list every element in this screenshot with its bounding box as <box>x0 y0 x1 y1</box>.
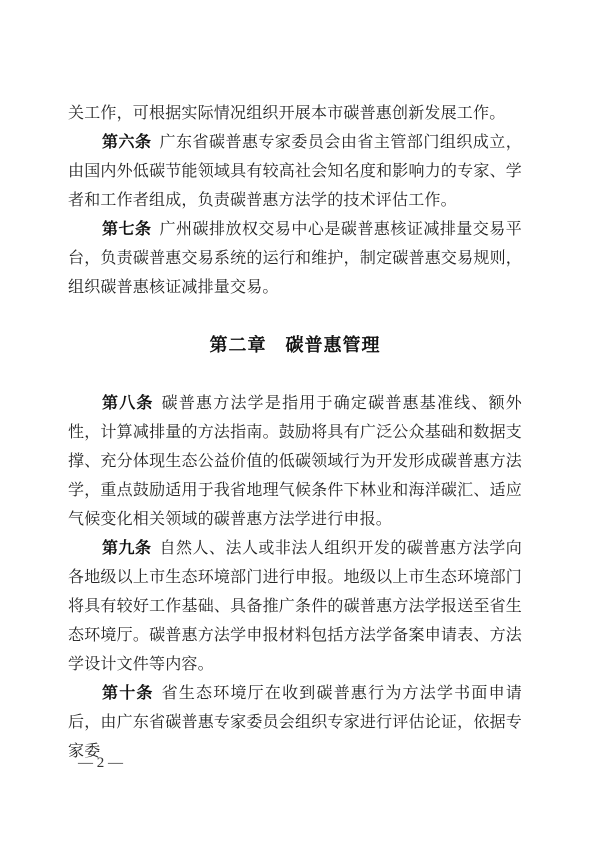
article-10-text: 省生态环境厅在收到碳普惠行为方法学书面申请后，由广东省碳普惠专家委员会组织专家进行评估论证，依据专家委 <box>68 685 522 760</box>
paragraph-article-9 <box>68 534 522 679</box>
article-10-number: 第十条 <box>102 685 154 702</box>
paragraph-continuation-text: 关工作，可根据实际情况组织开展本市碳普惠创新发展工作。 <box>68 105 506 122</box>
article-8-text: 碳普惠方法学是指用于确定碳普惠基准线、额外性，计算减排量的方法指南。鼓励将具有广泛公众基础和数据支撑、充分体现生态公益价值的低碳领域行为开发形成碳普惠方法学，重点鼓励适用于我省地理气候条件下林业和海洋碳汇、适应气候变化相关领域的碳普惠方法学进行申报。 <box>68 395 522 528</box>
article-7-text: 广州碳排放权交易中心是碳普惠核证减排量交易平台，负责碳普惠交易系统的运行和维护，制定碳普惠交易规则，组织碳普惠核证减排量交易。 <box>68 221 522 296</box>
article-9-number: 第九条 <box>102 540 152 557</box>
paragraph-article-8 <box>68 389 522 534</box>
paragraph-article-10 <box>68 679 522 766</box>
paragraph-continuation <box>68 99 522 128</box>
paragraph-article-7 <box>68 215 522 302</box>
paragraph-article-6 <box>68 128 522 215</box>
document-body <box>68 99 522 766</box>
article-8-number: 第八条 <box>102 395 154 412</box>
page-number: — 2 — <box>78 755 123 771</box>
article-9-text: 自然人、法人或非法人组织开发的碳普惠方法学向各地级以上市生态环境部门进行申报。地级以上市生态环境部门将具有较好工作基础、具备推广条件的碳普惠方法学报送至省生态环境厅。碳普惠方法学申报材料包括方法学备案申请表、方法学设计文件等内容。 <box>68 540 522 673</box>
article-6-number: 第六条 <box>102 134 152 151</box>
article-7-number: 第七条 <box>102 221 152 238</box>
article-6-text: 广东省碳普惠专家委员会由省主管部门组织成立，由国内外低碳节能领域具有较高社会知名度和影响力的专家、学者和工作者组成，负责碳普惠方法学的技术评估工作。 <box>68 134 522 209</box>
chapter-2-heading: 第二章 碳普惠管理 <box>209 335 381 355</box>
